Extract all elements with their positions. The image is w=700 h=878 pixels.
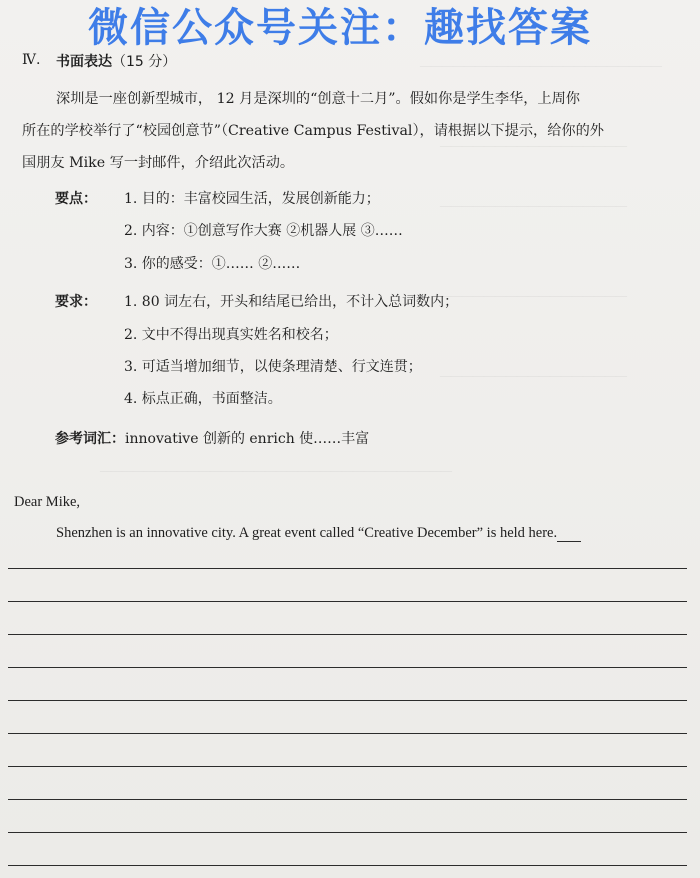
writing-line[interactable] — [8, 865, 687, 866]
bleed-through-text: ————————————————— — [440, 290, 627, 302]
bleed-through-text: —————————————————————— — [420, 60, 662, 72]
writing-line[interactable] — [8, 733, 687, 734]
requirement-item: 1. 80 词左右，开头和结尾已给出，不计入总词数内； — [124, 294, 459, 310]
vocabulary-label: 参考词汇： — [55, 431, 125, 447]
section-number: Ⅳ. — [22, 52, 41, 68]
letter-opening-line — [56, 525, 581, 542]
key-point-item: 1. 目的：丰富校园生活，发展创新能力； — [124, 191, 380, 207]
writing-line[interactable] — [8, 799, 687, 800]
bleed-through-text: ————————————————— — [440, 370, 627, 382]
writing-line[interactable] — [8, 832, 687, 833]
requirement-item: 2. 文中不得出现真实姓名和校名； — [124, 327, 338, 343]
vocabulary-text: innovative 创新的 enrich 使……丰富 — [125, 431, 370, 447]
prompt-line-2: 所在的学校举行了“校园创意节”（Creative Campus Festival），请根据以下提示，给你的外 — [22, 123, 604, 139]
bleed-through-text: ————————————————— — [440, 140, 627, 152]
key-points-label: 要点： — [55, 191, 97, 207]
writing-line[interactable] — [8, 667, 687, 668]
section-points: （15 分） — [112, 54, 177, 70]
section-title — [56, 51, 176, 71]
bleed-through-text: ————————————————— — [440, 200, 627, 212]
writing-line[interactable] — [8, 700, 687, 701]
reference-vocabulary — [55, 428, 369, 448]
writing-line[interactable] — [8, 601, 687, 602]
requirement-item: 3. 可适当增加细节，以使条理清楚、行文连贯； — [124, 359, 422, 375]
writing-line[interactable] — [8, 634, 687, 635]
prompt-line-3: 国朋友 Mike 写一封邮件，介绍此次活动。 — [22, 155, 295, 171]
requirement-item: 4. 标点正确，书面整洁。 — [124, 391, 282, 407]
requirements-label: 要求： — [55, 294, 97, 310]
writing-line[interactable] — [8, 568, 687, 569]
letter-opening-text: Shenzhen is an innovative city. A great event called “Creative December” is held here. — [56, 525, 558, 541]
fill-in-blank[interactable] — [557, 527, 581, 542]
key-point-item: 3. 你的感受：①…… ②…… — [124, 256, 301, 272]
key-point-item: 2. 内容：①创意写作大赛 ②机器人展 ③…… — [124, 223, 403, 239]
bleed-through-text: ———————————————————————————————— — [100, 465, 452, 477]
prompt-line-1: 深圳是一座创新型城市， 12 月是深圳的“创意十二月”。假如你是学生李华，上周你 — [56, 91, 580, 107]
letter-greeting: Dear Mike, — [14, 494, 81, 510]
watermark-banner: 微信公众号关注：趣找答案 — [88, 5, 592, 51]
writing-line[interactable] — [8, 766, 687, 767]
section-title-text: 书面表达 — [56, 54, 112, 70]
